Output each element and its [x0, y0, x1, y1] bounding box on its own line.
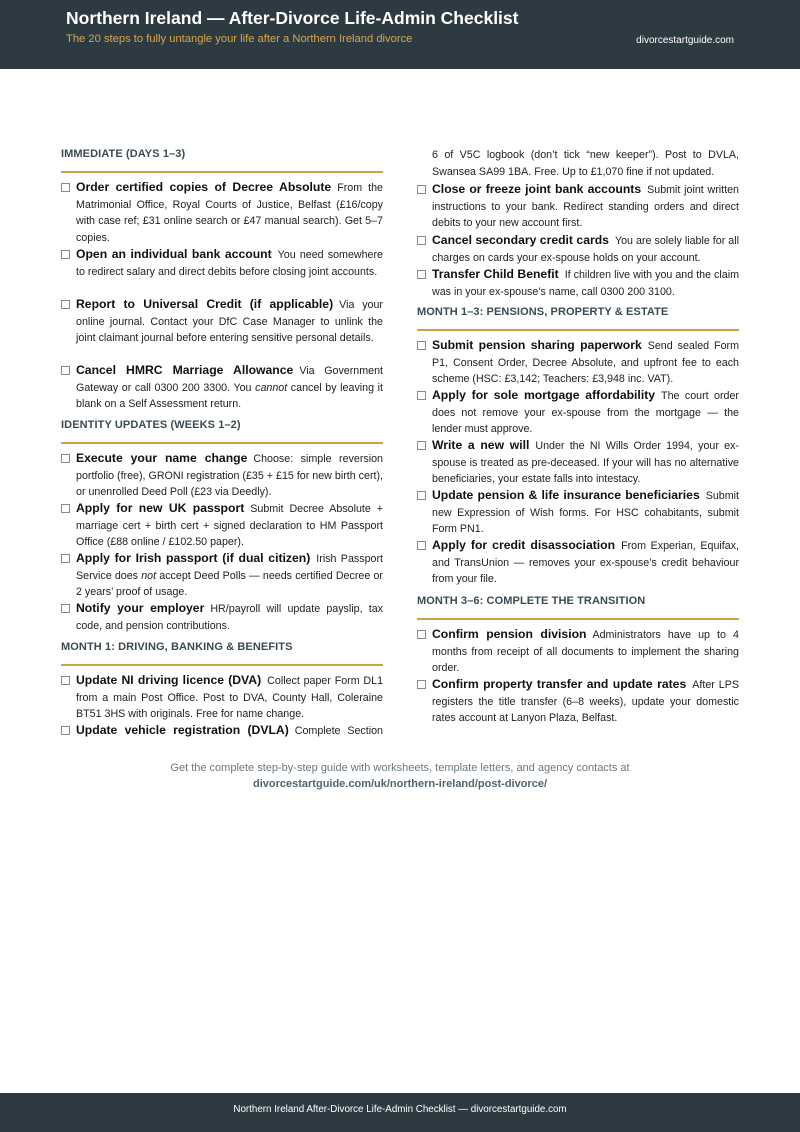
item-text-emphasis: cannot [255, 381, 288, 394]
item-text: Send sealed Form P1, Consent Order, Decree Absolute, and upfront fee to each scheme (HSC: £3,142; Teachers: £3,948 inc. VAT). [432, 340, 739, 386]
checklist-item[interactable] [61, 296, 383, 347]
checkbox[interactable] [417, 341, 426, 350]
checkbox[interactable] [417, 541, 426, 550]
header-site-link[interactable]: divorcestartguide.com [636, 35, 734, 46]
item-text-emphasis: not [141, 569, 157, 582]
item-label: Update pension & life insurance beneficiaries [432, 488, 700, 502]
item-label: Apply for credit disassociation [432, 538, 616, 552]
item-label: Report to Universal Credit (if applicable) [76, 297, 334, 311]
item-label: Confirm property transfer and update rates [432, 677, 687, 691]
checklist-item[interactable] [417, 337, 739, 388]
page-subtitle: The 20 steps to fully untangle your life after a Northern Ireland divorce [66, 33, 413, 45]
item-text: Collect paper Form DL1 from a main Post Office. Post to DVA, County Hall, Coleraine BT51 3HS with originals. Free for name change. [76, 675, 384, 721]
checklist-item[interactable] [61, 246, 383, 280]
footnote-text: Get the complete step-by-step guide with worksheets, template letters, and agency contacts at [170, 762, 630, 774]
checklist-item[interactable] [61, 672, 383, 723]
checkbox[interactable] [417, 391, 426, 400]
checklist-item[interactable] [417, 537, 739, 588]
checklist-item[interactable] [417, 232, 739, 266]
checklist-item[interactable] [417, 387, 739, 438]
checkbox[interactable] [417, 491, 426, 500]
item-text: From Experian, Equifax, and TransUnion — removes your ex-spouse’s credit behaviour from your file. [432, 540, 739, 586]
checkbox[interactable] [417, 680, 426, 689]
checkbox[interactable] [417, 441, 426, 450]
footer-text: Northern Ireland After-Divorce Life-Admin Checklist — divorcestartguide.com [233, 1104, 567, 1115]
item-label: Order certified copies of Decree Absolute [76, 180, 332, 194]
checklist-item[interactable] [417, 487, 739, 538]
item-text: HR/payroll will update payslip, tax code, and pension contributions. [76, 603, 383, 632]
item-text: You need somewhere to redirect salary and direct debits before closing joint accounts. [76, 249, 383, 278]
section-rule [61, 664, 383, 666]
checkbox[interactable] [61, 604, 70, 613]
checklist-item[interactable] [61, 550, 383, 601]
checkbox[interactable] [61, 300, 70, 309]
checklist-item-continued [417, 147, 739, 180]
section-heading-identity: IDENTITY UPDATES (WEEKS 1–2) [61, 419, 241, 431]
checkbox[interactable] [61, 183, 70, 192]
checklist-item[interactable] [61, 362, 383, 413]
section-rule [61, 171, 383, 173]
checklist-item[interactable] [61, 600, 383, 634]
checkbox[interactable] [61, 676, 70, 685]
section-rule [61, 442, 383, 444]
section-heading-month36: MONTH 3–6: COMPLETE THE TRANSITION [417, 595, 646, 607]
item-label: Execute your name change [76, 451, 248, 465]
item-text: Choose: simple reversion portfolio (free), GRONI registration (£35 + £15 for new birth cert), or unenrolled Deed Poll (£23 via Deedly). [76, 453, 383, 499]
item-text: Via your online journal. Contact your DfC Case Manager to unlink the joint claimant journal before entering sensitive personal details. [76, 299, 383, 345]
item-label: Cancel secondary credit cards [432, 233, 609, 247]
section-heading-month13: MONTH 1–3: PENSIONS, PROPERTY & ESTATE [417, 306, 669, 318]
item-label: Cancel HMRC Marriage Allowance [76, 363, 294, 377]
item-label: Update vehicle registration (DVLA) [76, 723, 289, 737]
checklist-item[interactable] [61, 722, 383, 740]
item-text: Administrators have up to 4 months from receipt of all documents to implement the sharing order. [432, 629, 739, 675]
page-footer [0, 1093, 800, 1132]
section-heading-month1: MONTH 1: DRIVING, BANKING & BENEFITS [61, 641, 293, 653]
checkbox[interactable] [61, 504, 70, 513]
item-text: You are solely liable for all charges on cards your ex-spouse holds on your account. [432, 235, 739, 264]
checklist-item[interactable] [61, 450, 383, 501]
guide-link[interactable]: divorcestartguide.com/uk/northern-ireland/post-divorce/ [253, 778, 547, 790]
item-label: Close or freeze joint bank accounts [432, 182, 642, 196]
item-label: Confirm pension division [432, 627, 587, 641]
item-text: Submit new Expression of Wish forms. For HSC cohabitants, submit Form PN1. [432, 490, 739, 536]
page-header [0, 0, 800, 69]
checklist-item[interactable] [417, 437, 739, 488]
item-text: Irish Passport Service does [76, 553, 383, 582]
page-title: Northern Ireland — After-Divorce Life-Admin Checklist [66, 8, 519, 28]
item-text: Under the NI Wills Order 1994, your ex-spouse is treated as pre-deceased. If your will has no alternative beneficiaries, your estate falls into intestacy. [432, 440, 739, 486]
item-text: Submit Decree Absolute + marriage cert + birth cert + signed declaration to HM Passport Office (£88 online / £102.50 paper). [76, 503, 384, 549]
item-text: Complete Section [294, 725, 383, 737]
item-label: Update NI driving licence (DVA) [76, 673, 262, 687]
checkbox[interactable] [61, 454, 70, 463]
checkbox[interactable] [417, 270, 426, 279]
checklist-item[interactable] [417, 676, 739, 727]
checklist-item[interactable] [417, 626, 739, 677]
guide-footnote [0, 760, 800, 792]
checklist-item[interactable] [61, 179, 383, 246]
item-label: Apply for sole mortgage affordability [432, 388, 656, 402]
item-label: Open an individual bank account [76, 247, 272, 261]
checkbox[interactable] [417, 630, 426, 639]
item-text: Submit joint written instructions to your bank. Redirect standing orders and direct debits to your new account first. [432, 184, 739, 230]
section-heading-immediate: IMMEDIATE (DAYS 1–3) [61, 148, 186, 160]
item-text: cancel by leaving it blank on a Self Assessment return. [76, 381, 383, 411]
item-label: Transfer Child Benefit [432, 267, 559, 281]
checkbox[interactable] [417, 185, 426, 194]
checklist-item[interactable] [417, 266, 739, 300]
checkbox[interactable] [61, 250, 70, 259]
item-text: After LPS registers the title transfer (6–8 weeks), update your domestic rates account at Lanyon Plaza, Belfast. [432, 679, 739, 725]
checklist-item[interactable] [417, 181, 739, 232]
section-rule [417, 618, 739, 620]
item-text: The court order does not remove your ex-spouse from the mortgage — the lender must approve. [432, 390, 739, 436]
checklist-item[interactable] [61, 500, 383, 551]
checkbox[interactable] [61, 554, 70, 563]
checkbox[interactable] [61, 366, 70, 375]
item-label: Submit pension sharing paperwork [432, 338, 642, 352]
item-text: Via Government Gateway or call 0300 200 3300. You [76, 365, 384, 394]
item-text: From the Matrimonial Office, Royal Courts of Justice, Belfast (£16/copy with case ref; £31 online search or £47 manual search). Get 5–7 copies. [76, 182, 384, 244]
checkbox[interactable] [61, 726, 70, 735]
item-label: Apply for Irish passport (if dual citizen) [76, 551, 311, 565]
item-text: If children live with you and the claim was in your ex-spouse’s name, call 0300 200 3100. [432, 269, 739, 298]
item-label: Notify your employer [76, 601, 205, 615]
item-text: 6 of V5C logbook (don’t tick “new keeper”). Post to DVLA, Swansea SA99 1BA. Free. Up to £1,070 fine if not updated. [432, 149, 739, 178]
checkbox[interactable] [417, 236, 426, 245]
section-rule [417, 329, 739, 331]
item-label: Write a new will [432, 438, 530, 452]
item-label: Apply for new UK passport [76, 501, 245, 515]
item-text: accept Deed Polls — needs certified Decree or 2 years’ proof of usage. [76, 569, 383, 599]
